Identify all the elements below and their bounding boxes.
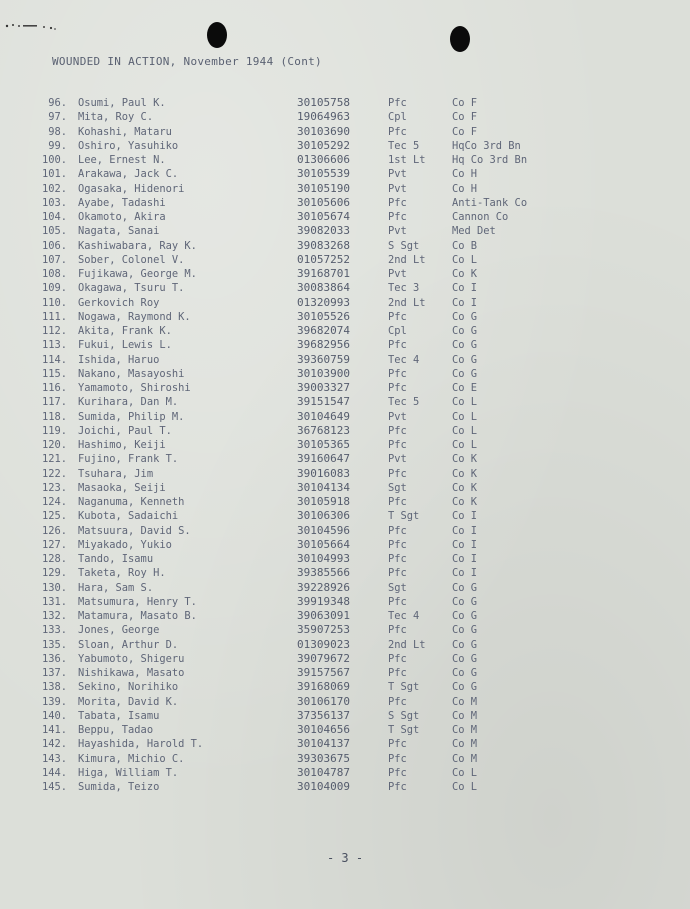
unit: Co B bbox=[452, 239, 478, 252]
rank: Tec 4 bbox=[388, 610, 420, 622]
soldier-name: Miyakado, Yukio bbox=[78, 538, 172, 551]
list-item bbox=[0, 154, 690, 167]
entry-number: 103. bbox=[41, 196, 67, 209]
unit: Co M bbox=[452, 752, 478, 765]
list-item bbox=[0, 126, 690, 139]
entry-number: 145. bbox=[41, 781, 67, 793]
unit: Co G bbox=[452, 638, 478, 651]
soldier-name: Higa, William T. bbox=[78, 766, 179, 779]
list-item bbox=[0, 753, 690, 766]
rank: Tec 5 bbox=[388, 396, 420, 409]
serial-number: 30104993 bbox=[297, 552, 350, 565]
list-item bbox=[0, 268, 690, 281]
rank: Tec 3 bbox=[388, 282, 420, 295]
soldier-name: Masaoka, Seiji bbox=[78, 481, 166, 494]
serial-number: 39168069 bbox=[297, 680, 350, 694]
unit: Co K bbox=[452, 496, 478, 508]
rank: Pfc bbox=[388, 766, 407, 779]
entry-number: 114. bbox=[41, 353, 67, 366]
unit: Co G bbox=[452, 610, 478, 622]
serial-number: 39082033 bbox=[297, 224, 350, 238]
rank: 1st Lt bbox=[388, 154, 426, 166]
entry-number: 131. bbox=[41, 595, 67, 608]
rank: Pfc bbox=[388, 439, 407, 451]
serial-number: 30105758 bbox=[297, 96, 350, 109]
unit: Anti-Tank Co bbox=[452, 196, 528, 209]
entry-number: 104. bbox=[41, 211, 67, 223]
serial-number: 30105365 bbox=[297, 438, 350, 451]
serial-number: 30104134 bbox=[297, 480, 350, 494]
entry-number: 143. bbox=[41, 752, 67, 765]
soldier-name: Kurihara, Dan M. bbox=[78, 396, 179, 409]
soldier-name: Tabata, Isamu bbox=[78, 709, 160, 722]
list-item bbox=[0, 254, 690, 267]
rank: Pfc bbox=[388, 97, 407, 109]
serial-number: 30105674 bbox=[297, 210, 350, 223]
serial-number: 30104656 bbox=[297, 723, 350, 736]
unit: Co G bbox=[452, 595, 478, 608]
entry-number: 105. bbox=[41, 225, 67, 238]
rank: Pfc bbox=[388, 211, 407, 223]
unit: Co G bbox=[452, 353, 478, 366]
list-item bbox=[0, 354, 690, 367]
soldier-name: Kohashi, Mataru bbox=[78, 125, 172, 138]
rank: Pvt bbox=[388, 453, 407, 466]
soldier-name: Fujikawa, George M. bbox=[78, 268, 197, 280]
unit: Co I bbox=[452, 538, 478, 551]
unit: Co G bbox=[452, 325, 478, 337]
list-item bbox=[0, 183, 690, 196]
rank: T Sgt bbox=[388, 510, 420, 523]
serial-number: 30104787 bbox=[297, 765, 350, 779]
serial-number: 30105190 bbox=[297, 181, 350, 195]
rank: Tec 4 bbox=[388, 353, 420, 366]
rank: Pvt bbox=[388, 410, 407, 423]
entry-number: 98. bbox=[48, 125, 67, 138]
soldier-name: Okamoto, Akira bbox=[78, 211, 166, 223]
rank: Pfc bbox=[388, 367, 407, 380]
soldier-name: Tsuhara, Jim bbox=[78, 467, 154, 480]
serial-number: 39385566 bbox=[297, 566, 350, 580]
serial-number: 30104137 bbox=[297, 737, 350, 751]
unit: Co G bbox=[452, 624, 478, 637]
serial-number: 30083864 bbox=[297, 281, 350, 295]
rank: Pfc bbox=[388, 738, 407, 751]
unit: Co G bbox=[452, 339, 478, 352]
entry-number: 128. bbox=[41, 553, 67, 565]
list-item bbox=[0, 282, 690, 295]
serial-number: 30105292 bbox=[297, 138, 350, 152]
soldier-name: Arakawa, Jack C. bbox=[78, 168, 179, 181]
rank: Pvt bbox=[388, 168, 407, 181]
list-item bbox=[0, 311, 690, 324]
list-item bbox=[0, 453, 690, 466]
entry-number: 124. bbox=[41, 496, 67, 508]
serial-number: 39003327 bbox=[297, 381, 350, 394]
soldier-name: Mita, Roy C. bbox=[78, 111, 154, 124]
serial-number: 39157567 bbox=[297, 666, 350, 679]
soldier-name: Naganuma, Kenneth bbox=[78, 496, 185, 508]
unit: Co F bbox=[452, 125, 478, 138]
unit: Co I bbox=[452, 553, 478, 565]
serial-number: 30105664 bbox=[297, 537, 350, 551]
soldier-name: Sumida, Philip M. bbox=[78, 410, 185, 423]
rank: Sgt bbox=[388, 481, 407, 494]
rank: Pfc bbox=[388, 125, 407, 138]
serial-number: 30106170 bbox=[297, 694, 350, 708]
unit: Co G bbox=[452, 667, 478, 679]
soldier-name: Nishikawa, Masato bbox=[78, 667, 185, 679]
list-item bbox=[0, 111, 690, 124]
unit: Cannon Co bbox=[452, 211, 509, 223]
soldier-name: Sekino, Norihiko bbox=[78, 681, 179, 694]
rank: Pfc bbox=[388, 752, 407, 765]
unit: Co F bbox=[452, 97, 478, 109]
soldier-name: Kashiwabara, Ray K. bbox=[78, 239, 197, 252]
entry-number: 140. bbox=[41, 709, 67, 722]
unit: Co K bbox=[452, 268, 478, 280]
entry-number: 113. bbox=[41, 339, 67, 352]
list-item bbox=[0, 724, 690, 737]
entry-number: 130. bbox=[41, 581, 67, 594]
unit: Hq Co 3rd Bn bbox=[452, 154, 528, 166]
list-item bbox=[0, 396, 690, 409]
entry-number: 121. bbox=[41, 453, 67, 466]
unit: Co G bbox=[452, 681, 478, 694]
unit: Co G bbox=[452, 367, 478, 380]
entry-number: 111. bbox=[41, 310, 67, 323]
entry-number: 116. bbox=[41, 382, 67, 394]
entry-number: 136. bbox=[41, 652, 67, 665]
unit: Co H bbox=[452, 182, 478, 195]
entry-number: 132. bbox=[41, 610, 67, 622]
list-item bbox=[0, 382, 690, 395]
rank: Pfc bbox=[388, 339, 407, 352]
list-item bbox=[0, 553, 690, 566]
unit: HqCo 3rd Bn bbox=[452, 139, 521, 152]
list-item bbox=[0, 525, 690, 538]
entry-number: 107. bbox=[41, 253, 67, 266]
list-item bbox=[0, 325, 690, 338]
list-item bbox=[0, 368, 690, 381]
entry-number: 106. bbox=[41, 239, 67, 252]
entry-number: 139. bbox=[41, 695, 67, 708]
unit: Co L bbox=[452, 396, 478, 409]
page-number: - 3 - bbox=[326, 851, 364, 865]
unit: Co L bbox=[452, 766, 478, 779]
unit: Co H bbox=[452, 168, 478, 181]
serial-number: 39168701 bbox=[297, 267, 350, 280]
list-item bbox=[0, 696, 690, 709]
rank: 2nd Lt bbox=[388, 296, 426, 309]
serial-number: 30105606 bbox=[297, 195, 350, 209]
list-item bbox=[0, 567, 690, 580]
serial-number: 01306606 bbox=[297, 153, 350, 166]
list-item bbox=[0, 624, 690, 637]
soldier-name: Hara, Sam S. bbox=[78, 581, 154, 594]
soldier-name: Akita, Frank K. bbox=[78, 325, 172, 337]
soldier-name: Matsuura, David S. bbox=[78, 524, 191, 537]
entry-number: 133. bbox=[41, 624, 67, 637]
serial-number: 30105526 bbox=[297, 309, 350, 323]
list-item bbox=[0, 439, 690, 452]
unit: Co K bbox=[452, 481, 478, 494]
serial-number: 39228926 bbox=[297, 580, 350, 594]
list-item bbox=[0, 411, 690, 424]
rank: Pfc bbox=[388, 496, 407, 508]
entry-number: 127. bbox=[41, 538, 67, 551]
rank: S Sgt bbox=[388, 709, 420, 722]
rank: Cpl bbox=[388, 111, 407, 124]
soldier-name: Nakano, Masayoshi bbox=[78, 367, 185, 380]
unit: Co M bbox=[452, 738, 478, 751]
rank: Pfc bbox=[388, 538, 407, 551]
list-item bbox=[0, 596, 690, 609]
soldier-name: Ayabe, Tadashi bbox=[78, 196, 166, 209]
rank: Pfc bbox=[388, 382, 407, 394]
soldier-name: Kimura, Michio C. bbox=[78, 752, 185, 765]
entry-number: 123. bbox=[41, 481, 67, 494]
soldier-name: Nogawa, Raymond K. bbox=[78, 310, 191, 323]
rank: Pfc bbox=[388, 196, 407, 209]
entry-number: 100. bbox=[41, 154, 67, 166]
rank: Pfc bbox=[388, 424, 407, 437]
serial-number: 39079672 bbox=[297, 651, 350, 665]
entry-number: 126. bbox=[41, 524, 67, 537]
entry-number: 129. bbox=[41, 567, 67, 580]
list-item bbox=[0, 653, 690, 666]
entry-number: 141. bbox=[41, 724, 67, 736]
entry-number: 110. bbox=[41, 296, 67, 309]
unit: Co L bbox=[452, 439, 478, 451]
soldier-name: Kubota, Sadaichi bbox=[78, 510, 179, 523]
list-item bbox=[0, 667, 690, 680]
serial-number: 39303675 bbox=[297, 751, 350, 765]
entry-number: 109. bbox=[41, 282, 67, 295]
page-heading: WOUNDED IN ACTION, November 1944 (Cont) bbox=[52, 55, 322, 68]
serial-number: 30104009 bbox=[297, 780, 350, 793]
entry-number: 119. bbox=[41, 424, 67, 437]
unit: Co K bbox=[452, 467, 478, 480]
serial-number: 39919348 bbox=[297, 594, 350, 608]
list-item bbox=[0, 738, 690, 751]
soldier-name: Oshiro, Yasuhiko bbox=[78, 139, 179, 152]
serial-number: 39682074 bbox=[297, 324, 350, 337]
list-item bbox=[0, 211, 690, 224]
list-item bbox=[0, 582, 690, 595]
soldier-name: Ishida, Haruo bbox=[78, 353, 160, 366]
soldier-name: Sloan, Arthur D. bbox=[78, 638, 179, 651]
serial-number: 01057252 bbox=[297, 252, 350, 266]
serial-number: 30106306 bbox=[297, 509, 350, 523]
unit: Co F bbox=[452, 111, 478, 124]
soldier-name: Jones, George bbox=[78, 624, 160, 637]
soldier-name: Okagawa, Tsuru T. bbox=[78, 282, 185, 295]
unit: Co G bbox=[452, 310, 478, 323]
soldier-name: Fujino, Frank T. bbox=[78, 453, 179, 466]
list-item bbox=[0, 496, 690, 509]
rank: Sgt bbox=[388, 581, 407, 594]
list-item bbox=[0, 339, 690, 352]
rank: Tec 5 bbox=[388, 139, 420, 152]
soldier-name: Yamamoto, Shiroshi bbox=[78, 382, 191, 394]
unit: Co K bbox=[452, 453, 478, 466]
soldier-name: Sober, Colonel V. bbox=[78, 253, 185, 266]
entry-number: 101. bbox=[41, 168, 67, 181]
serial-number: 19064963 bbox=[297, 110, 350, 124]
entry-number: 108. bbox=[41, 268, 67, 280]
entry-number: 99. bbox=[48, 139, 67, 152]
unit: Co L bbox=[452, 781, 478, 793]
soldier-name: Ogasaka, Hidenori bbox=[78, 182, 185, 195]
entry-number: 118. bbox=[41, 410, 67, 423]
soldier-name: Yabumoto, Shigeru bbox=[78, 652, 185, 665]
soldier-name: Osumi, Paul K. bbox=[78, 97, 166, 109]
unit: Co M bbox=[452, 709, 478, 722]
punch-hole-right bbox=[450, 26, 470, 52]
rank: Cpl bbox=[388, 325, 407, 337]
entry-number: 137. bbox=[41, 667, 67, 679]
soldier-name: Matamura, Masato B. bbox=[78, 610, 197, 622]
soldier-name: Taketa, Roy H. bbox=[78, 567, 166, 580]
list-item bbox=[0, 297, 690, 310]
entry-number: 125. bbox=[41, 510, 67, 523]
unit: Co E bbox=[452, 382, 478, 394]
unit: Co L bbox=[452, 424, 478, 437]
soldier-name: Hayashida, Harold T. bbox=[78, 738, 204, 751]
rank: Pvt bbox=[388, 182, 407, 195]
rank: T Sgt bbox=[388, 681, 420, 694]
unit: Co M bbox=[452, 695, 478, 708]
unit: Co I bbox=[452, 282, 478, 295]
rank: T Sgt bbox=[388, 724, 420, 736]
soldier-name: Beppu, Tadao bbox=[78, 724, 154, 736]
serial-number: 39360759 bbox=[297, 352, 350, 366]
list-item bbox=[0, 225, 690, 238]
list-item bbox=[0, 681, 690, 694]
entry-number: 96. bbox=[48, 97, 67, 109]
soldier-name: Hashimo, Keiji bbox=[78, 439, 166, 451]
serial-number: 39083268 bbox=[297, 238, 350, 252]
soldier-name: Tando, Isamu bbox=[78, 553, 154, 565]
soldier-name: Gerkovich Roy bbox=[78, 296, 160, 309]
serial-number: 36768123 bbox=[297, 423, 350, 437]
soldier-name: Nagata, Sanai bbox=[78, 225, 160, 238]
rank: Pvt bbox=[388, 268, 407, 280]
list-item bbox=[0, 468, 690, 481]
rank: Pfc bbox=[388, 624, 407, 637]
unit: Med Det bbox=[452, 225, 496, 238]
rank: Pfc bbox=[388, 310, 407, 323]
rank: Pfc bbox=[388, 781, 407, 793]
serial-number: 39063091 bbox=[297, 609, 350, 622]
soldier-name: Sumida, Teizo bbox=[78, 781, 160, 793]
unit: Co G bbox=[452, 581, 478, 594]
unit: Co I bbox=[452, 296, 478, 309]
entry-number: 102. bbox=[41, 182, 67, 195]
list-item bbox=[0, 767, 690, 780]
rank: 2nd Lt bbox=[388, 638, 426, 651]
rank: Pfc bbox=[388, 524, 407, 537]
rank: Pfc bbox=[388, 652, 407, 665]
serial-number: 30105539 bbox=[297, 167, 350, 181]
entry-number: 117. bbox=[41, 396, 67, 409]
rank: Pfc bbox=[388, 567, 407, 580]
serial-number: 37356137 bbox=[297, 708, 350, 722]
unit: Co I bbox=[452, 524, 478, 537]
unit: Co L bbox=[452, 253, 478, 266]
unit: Co I bbox=[452, 567, 478, 580]
entry-number: 122. bbox=[41, 467, 67, 480]
rank: S Sgt bbox=[388, 239, 420, 252]
list-item bbox=[0, 639, 690, 652]
list-item bbox=[0, 97, 690, 110]
serial-number: 30103690 bbox=[297, 124, 350, 138]
serial-number: 30104649 bbox=[297, 409, 350, 423]
soldier-name: Matsumura, Henry T. bbox=[78, 595, 197, 608]
entry-number: 115. bbox=[41, 367, 67, 380]
serial-number: 30103900 bbox=[297, 366, 350, 380]
serial-number: 30104596 bbox=[297, 523, 350, 537]
serial-number: 39016083 bbox=[297, 466, 350, 480]
serial-number: 35907253 bbox=[297, 623, 350, 637]
rank: Pfc bbox=[388, 595, 407, 608]
list-item bbox=[0, 710, 690, 723]
list-item bbox=[0, 510, 690, 523]
entry-number: 142. bbox=[41, 738, 67, 751]
serial-number: 01320993 bbox=[297, 295, 350, 309]
serial-number: 30105918 bbox=[297, 495, 350, 508]
entry-number: 97. bbox=[48, 111, 67, 124]
rank: Pvt bbox=[388, 225, 407, 238]
entry-number: 144. bbox=[41, 766, 67, 779]
rank: 2nd Lt bbox=[388, 253, 426, 266]
rank: Pfc bbox=[388, 467, 407, 480]
soldier-name: Joichi, Paul T. bbox=[78, 424, 172, 437]
list-item bbox=[0, 168, 690, 181]
list-item bbox=[0, 240, 690, 253]
list-item bbox=[0, 539, 690, 552]
entry-number: 138. bbox=[41, 681, 67, 694]
rank: Pfc bbox=[388, 553, 407, 565]
edge-specks bbox=[4, 20, 64, 32]
list-item bbox=[0, 610, 690, 623]
list-item bbox=[0, 425, 690, 438]
punch-hole-left bbox=[207, 22, 227, 48]
soldier-name: Morita, David K. bbox=[78, 695, 179, 708]
list-item bbox=[0, 140, 690, 153]
soldier-name: Lee, Ernest N. bbox=[78, 154, 166, 166]
list-item bbox=[0, 197, 690, 210]
unit: Co L bbox=[452, 410, 478, 423]
entry-number: 135. bbox=[41, 638, 67, 651]
serial-number: 39682956 bbox=[297, 338, 350, 352]
serial-number: 39151547 bbox=[297, 395, 350, 409]
list-item bbox=[0, 781, 690, 794]
soldier-name: Fukui, Lewis L. bbox=[78, 339, 172, 352]
serial-number: 39160647 bbox=[297, 452, 350, 466]
unit: Co M bbox=[452, 724, 478, 736]
entry-number: 112. bbox=[41, 325, 67, 337]
unit: Co I bbox=[452, 510, 478, 523]
entry-number: 120. bbox=[41, 439, 67, 451]
rank: Pfc bbox=[388, 695, 407, 708]
serial-number: 01309023 bbox=[297, 637, 350, 651]
list-item bbox=[0, 482, 690, 495]
unit: Co G bbox=[452, 652, 478, 665]
rank: Pfc bbox=[388, 667, 407, 679]
